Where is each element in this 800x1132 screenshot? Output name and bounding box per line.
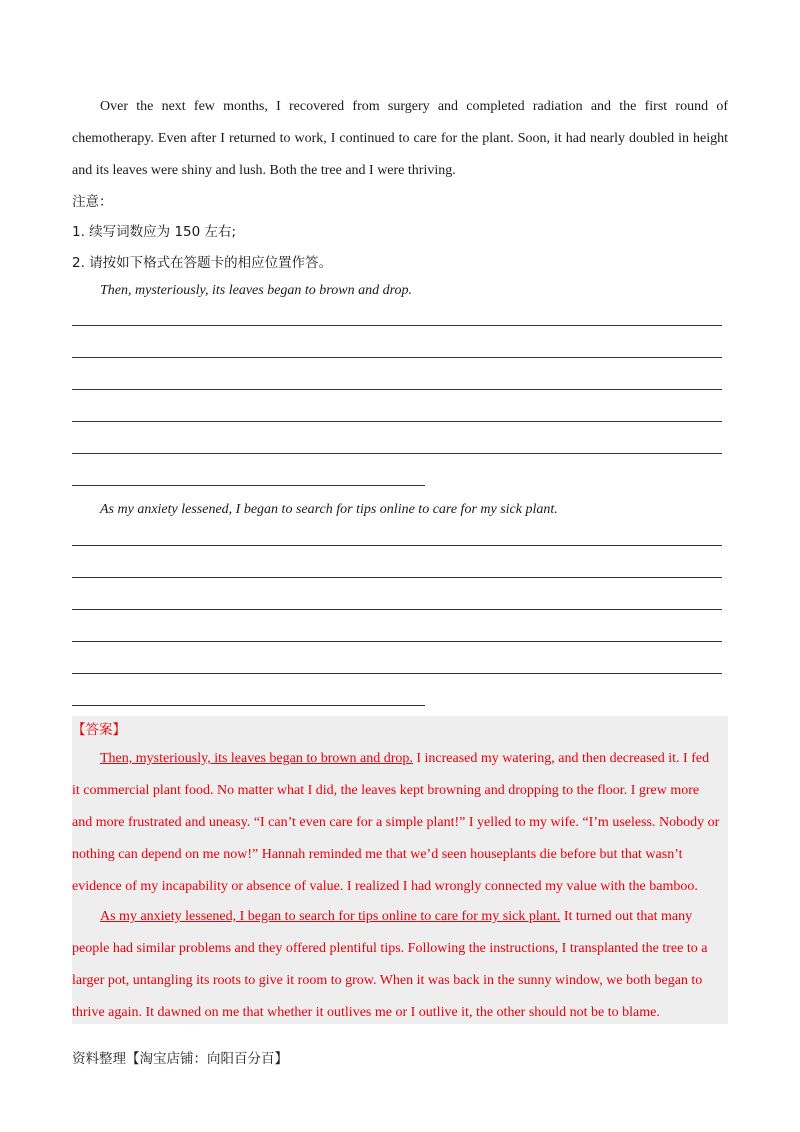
writing-line — [72, 641, 722, 642]
passage-line-3: and its leaves were shiny and lush. Both the tree and I were thriving. — [72, 163, 456, 178]
answer-p1-line-1 — [72, 750, 728, 768]
answer-p1-text: I increased my watering, and then decreased it. I fed — [412, 751, 710, 766]
writing-line — [72, 609, 722, 610]
passage-line-2: chemotherapy. Even after I returned to work, I continued to care for the plant. Soon, it had nearly doubled in height — [72, 131, 728, 146]
writing-line-short — [72, 485, 425, 486]
writing-line — [72, 389, 722, 390]
answer-p2-line-2: people had similar problems and they offered plentiful tips. Following the instructions, I transplanted the tree to a — [72, 941, 708, 956]
answer-p2-line-3: larger pot, untangling its roots to give it room to grow. When it was back in the sunny window, we both began to — [72, 973, 703, 988]
answer-p1-line-5: evidence of my incapability or absence of value. I realized I had wrongly connected my value with the bamboo. — [72, 879, 698, 894]
footer-source: 资料整理【淘宝店铺：向阳百分百】 — [72, 1051, 288, 1067]
writing-line — [72, 577, 722, 578]
answer-label: 【答案】 — [72, 722, 126, 738]
notes-heading: 注意： — [72, 194, 113, 210]
answer-p2-line-1 — [72, 908, 728, 926]
writing-line-short — [72, 705, 425, 706]
writing-line — [72, 421, 722, 422]
answer-p2-text: It turned out that many — [560, 909, 693, 924]
writing-line — [72, 325, 722, 326]
answer-p2-line-4: thrive again. It dawned on me that whether it outlives me or I outlive it, the other should not be to blame. — [72, 1005, 660, 1020]
prompt-1: Then, mysteriously, its leaves began to brown and drop. — [100, 283, 412, 298]
answer-p1-lead: Then, mysteriously, its leaves began to brown and drop. — [100, 751, 413, 766]
passage-line-1: Over the next few months, I recovered from surgery and completed radiation and the first round of — [100, 99, 728, 114]
writing-line — [72, 673, 722, 674]
answer-p1-line-2: it commercial plant food. No matter what I did, the leaves kept browning and dropping to the floor. I grew more — [72, 783, 700, 798]
writing-line — [72, 357, 722, 358]
notes-item-2: 2. 请按如下格式在答题卡的相应位置作答。 — [72, 255, 333, 271]
answer-p1-line-3: and more frustrated and uneasy. “I can’t even care for a simple plant!” I yelled to my wife. “I’m useless. Nobody or — [72, 815, 720, 830]
answer-p1-line-4: nothing can depend on me now!” Hannah reminded me that we’d seen houseplants die before but that wasn’t — [72, 847, 683, 862]
prompt-2: As my anxiety lessened, I began to search for tips online to care for my sick plant. — [100, 502, 558, 517]
answer-p2-lead: As my anxiety lessened, I began to search for tips online to care for my sick plant. — [100, 909, 561, 924]
notes-item-1: 1. 续写词数应为 150 左右; — [72, 224, 237, 240]
writing-line — [72, 545, 722, 546]
writing-line — [72, 453, 722, 454]
